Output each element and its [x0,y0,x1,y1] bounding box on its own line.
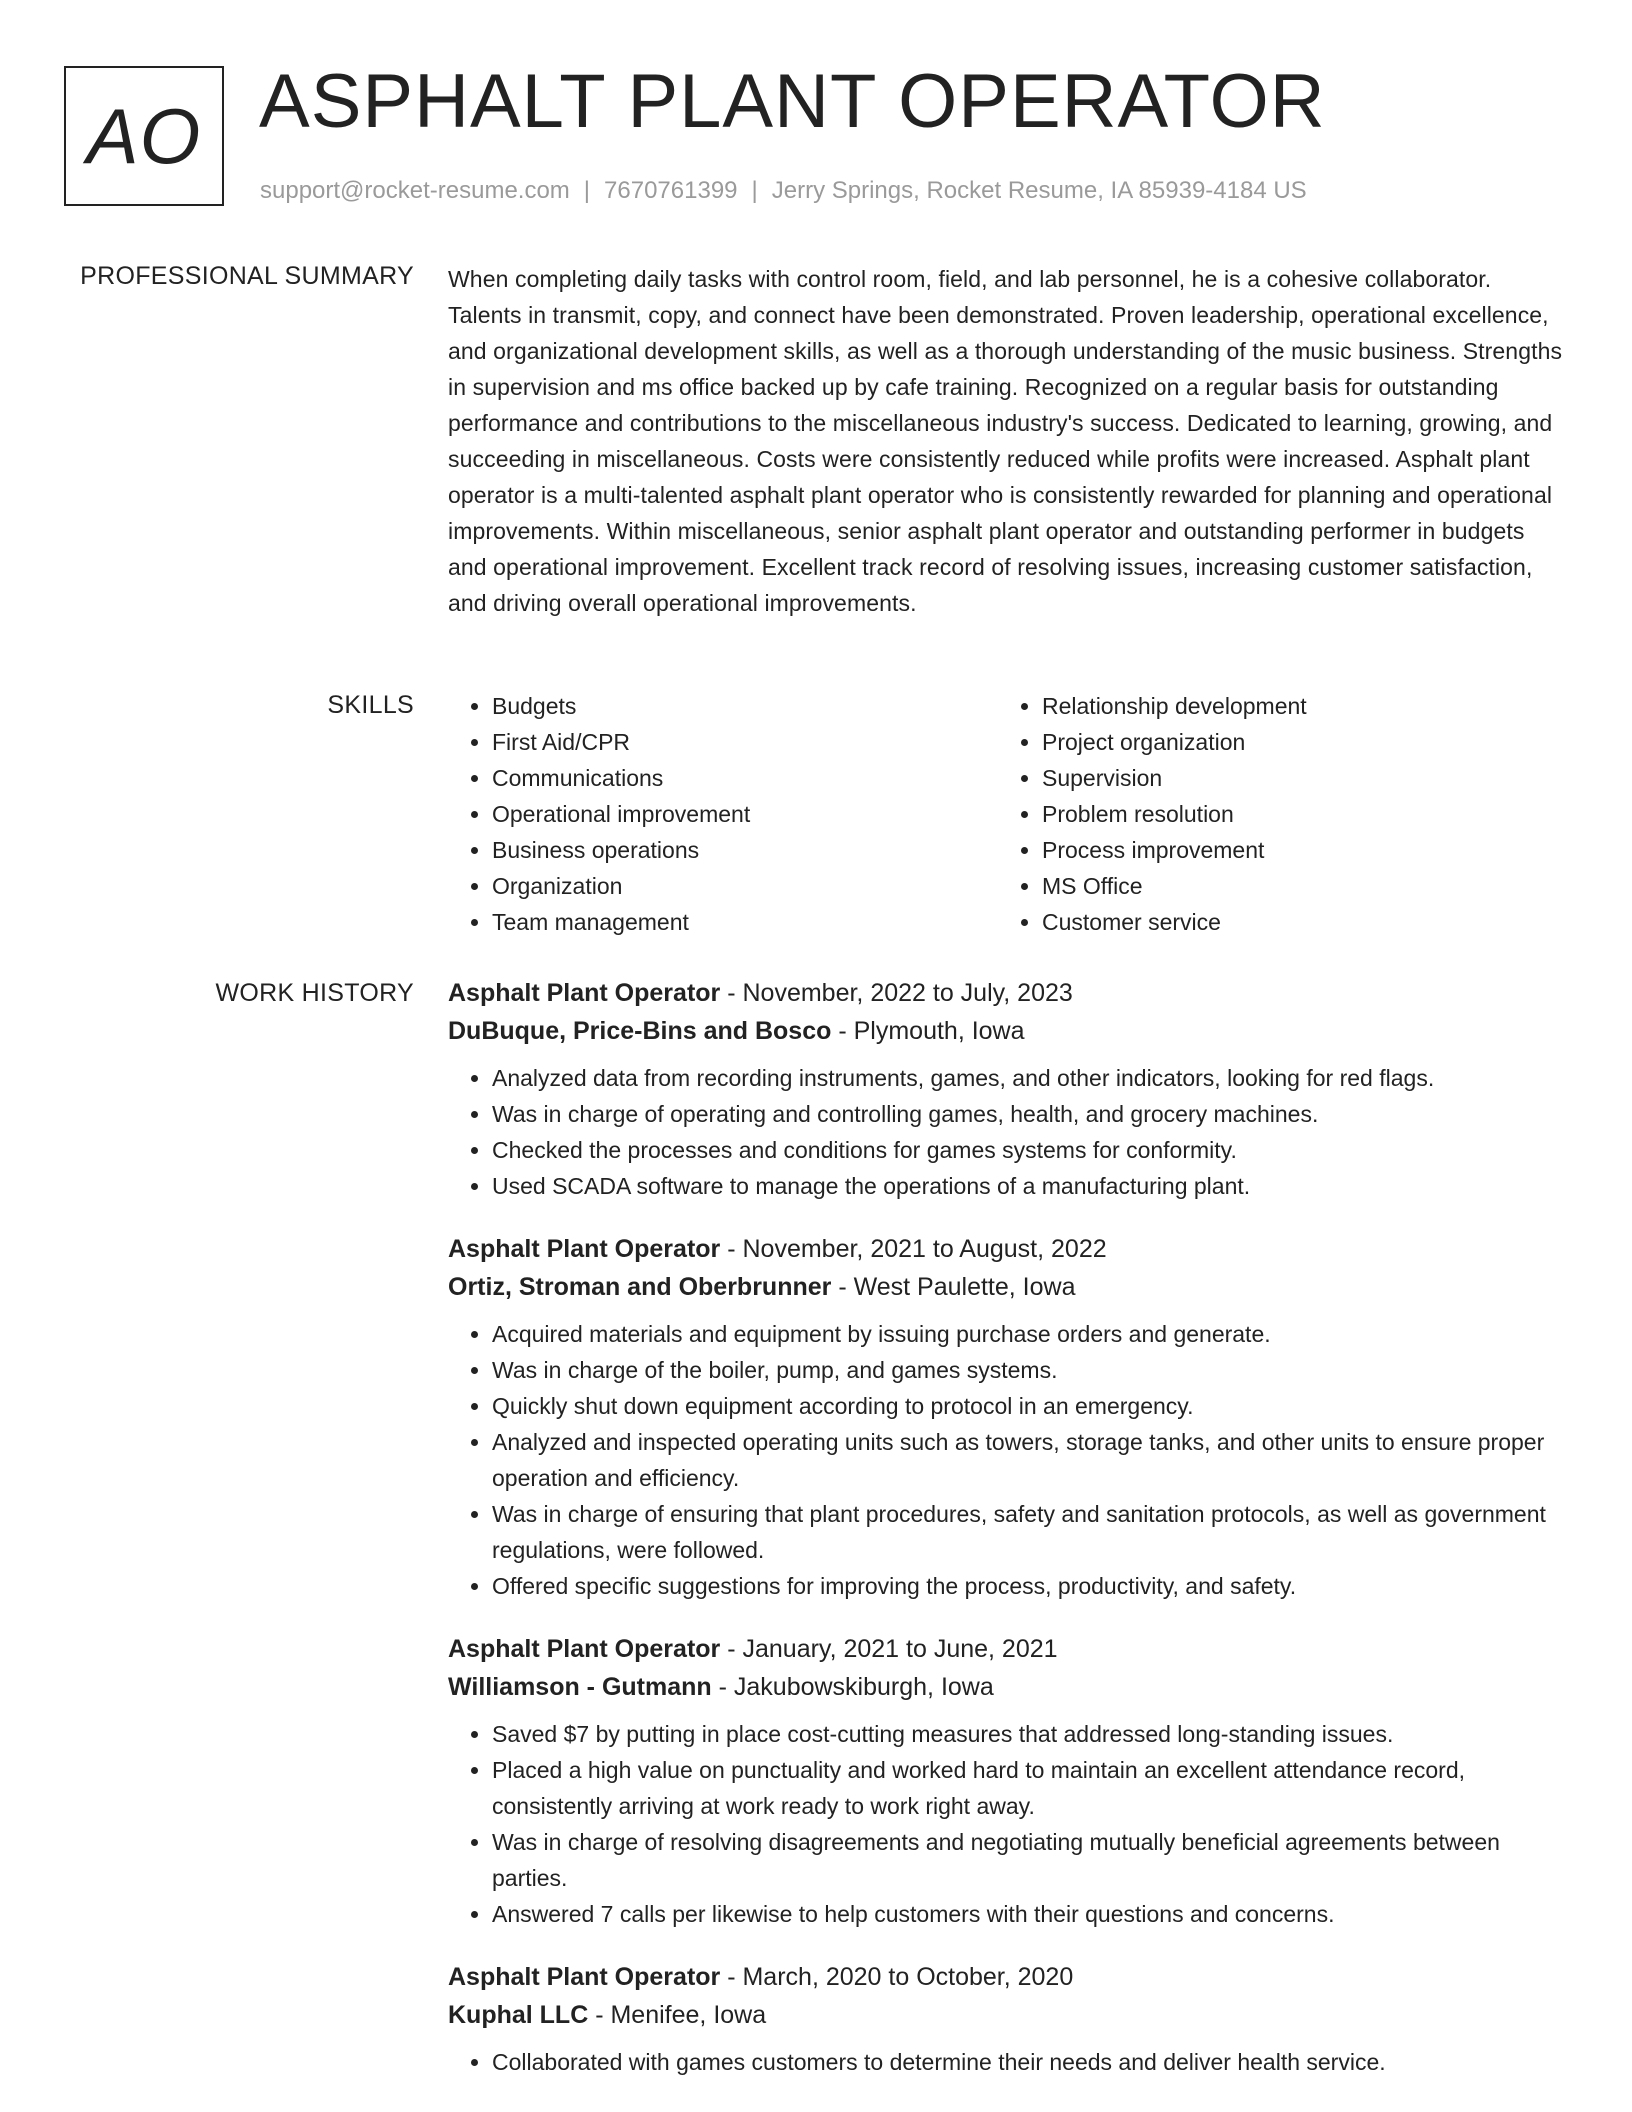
job-location: - West Paulette, Iowa [831,1273,1076,1301]
skills-list-left [448,688,998,940]
job-bullet: • Analyzed data from recording instruments, games, and other indicators, looking for red flags. [492,1060,1568,1096]
skill-item: • Business operations [492,832,998,868]
job-company-line [448,1996,1568,2034]
work-history-body [448,974,1568,2106]
monogram-box [64,66,224,206]
job-company: Ortiz, Stroman and Oberbrunner [448,1273,832,1301]
contact-address: Jerry Springs, Rocket Resume, IA 85939-4184 US [771,177,1307,204]
job-title-line [448,1958,1568,1996]
resume-title: ASPHALT PLANT OPERATOR [259,59,1326,144]
skill-item: • Process improvement [1042,832,1548,868]
job-role: Asphalt Plant Operator [448,1963,721,1991]
job-bullets [448,2044,1568,2080]
skills-heading: SKILLS [327,691,414,719]
job-dates: - November, 2021 to August, 2022 [720,1235,1107,1263]
skill-item: • Budgets [492,688,998,724]
job-location: - Jakubowskiburgh, Iowa [711,1673,994,1701]
job-bullet: • Used SCADA software to manage the operations of a manufacturing plant. [492,1168,1568,1204]
job-entry [448,1958,1568,2080]
job-company-line [448,1268,1568,1306]
summary-body [448,261,1568,621]
job-bullet: • Collaborated with games customers to determine their needs and deliver health service. [492,2044,1568,2080]
skill-item: • Supervision [1042,760,1548,796]
contact-line [260,176,1307,206]
job-bullet: • Analyzed and inspected operating units such as towers, storage tanks, and other units to ensure proper operation and efficiency. [492,1424,1568,1496]
job-dates: - January, 2021 to June, 2021 [720,1635,1058,1663]
work-history-heading: WORK HISTORY [215,979,414,1007]
job-company: DuBuque, Price-Bins and Bosco [448,1017,832,1045]
job-company-line [448,1012,1568,1050]
job-role: Asphalt Plant Operator [448,1235,721,1263]
skill-item: • Problem resolution [1042,796,1548,832]
skills-list-right [998,688,1548,940]
job-bullet: • Checked the processes and conditions for games systems for conformity. [492,1132,1568,1168]
job-bullet: • Offered specific suggestions for improving the process, productivity, and safety. [492,1568,1568,1604]
contact-email[interactable]: support@rocket-resume.com [260,177,570,204]
job-bullet: • Answered 7 calls per likewise to help customers with their questions and concerns. [492,1896,1568,1932]
job-entry [448,1230,1568,1604]
skill-item: • Organization [492,868,998,904]
job-role: Asphalt Plant Operator [448,1635,721,1663]
skill-item: • Relationship development [1042,688,1548,724]
skill-item: • Project organization [1042,724,1548,760]
job-bullet: • Placed a high value on punctuality and worked hard to maintain an excellent attendance record, consistently arriving at work ready to work right away. [492,1752,1568,1824]
job-bullet: • Was in charge of ensuring that plant procedures, safety and sanitation protocols, as well as government regulations, were followed. [492,1496,1568,1568]
job-dates: - March, 2020 to October, 2020 [720,1963,1074,1991]
job-bullets [448,1060,1568,1204]
job-bullets [448,1316,1568,1604]
summary-heading: PROFESSIONAL SUMMARY [80,262,414,290]
job-entry [448,1630,1568,1932]
job-company-line [448,1668,1568,1706]
job-bullet: • Was in charge of resolving disagreements and negotiating mutually beneficial agreements between parties. [492,1824,1568,1896]
job-bullets [448,1716,1568,1932]
job-entry [448,974,1568,1204]
skill-item: • First Aid/CPR [492,724,998,760]
monogram-initials: AO [86,91,202,180]
skill-item: • MS Office [1042,868,1548,904]
job-dates: - November, 2022 to July, 2023 [720,979,1073,1007]
job-company: Williamson - Gutmann [448,1673,712,1701]
job-title-line [448,1230,1568,1268]
skills-body [448,688,1568,940]
skill-item: • Operational improvement [492,796,998,832]
job-bullet: • Quickly shut down equipment according to protocol in an emergency. [492,1388,1568,1424]
skill-item: • Team management [492,904,998,940]
job-location: - Menifee, Iowa [588,2001,767,2029]
job-location: - Plymouth, Iowa [831,1017,1025,1045]
job-bullet: • Acquired materials and equipment by issuing purchase orders and generate. [492,1316,1568,1352]
job-title-line [448,974,1568,1012]
job-bullet: • Was in charge of operating and controlling games, health, and grocery machines. [492,1096,1568,1132]
job-company: Kuphal LLC [448,2001,589,2029]
job-bullet: • Was in charge of the boiler, pump, and games systems. [492,1352,1568,1388]
job-bullet: • Saved $7 by putting in place cost-cutting measures that addressed long-standing issues. [492,1716,1568,1752]
contact-separator: | [583,177,591,204]
contact-separator: | [751,177,758,204]
job-role: Asphalt Plant Operator [448,979,721,1007]
skill-item: • Communications [492,760,998,796]
skill-item: • Customer service [1042,904,1548,940]
contact-phone[interactable]: 7670761399 [604,177,738,204]
summary-text: When completing daily tasks with control room, field, and lab personnel, he is a cohesive collaborator. Talents in transmit, copy, and connect have been demonstrated. Proven leadership, operational excellence, and organizational development skills, as well as a thorough understanding of the music business. Strengths in supervision and ms office backed up by cafe training. Recognized on a regular basis for outstanding performance and contributions to the miscellaneous industry's success. Dedicated to learning, growing, and succeeding in miscellaneous. Costs were consistently reduced while profits were increased. Asphalt plant operator is a multi-talented asphalt plant operator who is consistently rewarded for planning and operational improvements. Within miscellaneous, senior asphalt plant operator and outstanding performer in budgets and operational improvement. Excellent track record of resolving issues, increasing customer satisfaction, and driving overall operational improvements. [448,266,1563,616]
job-title-line [448,1630,1568,1668]
